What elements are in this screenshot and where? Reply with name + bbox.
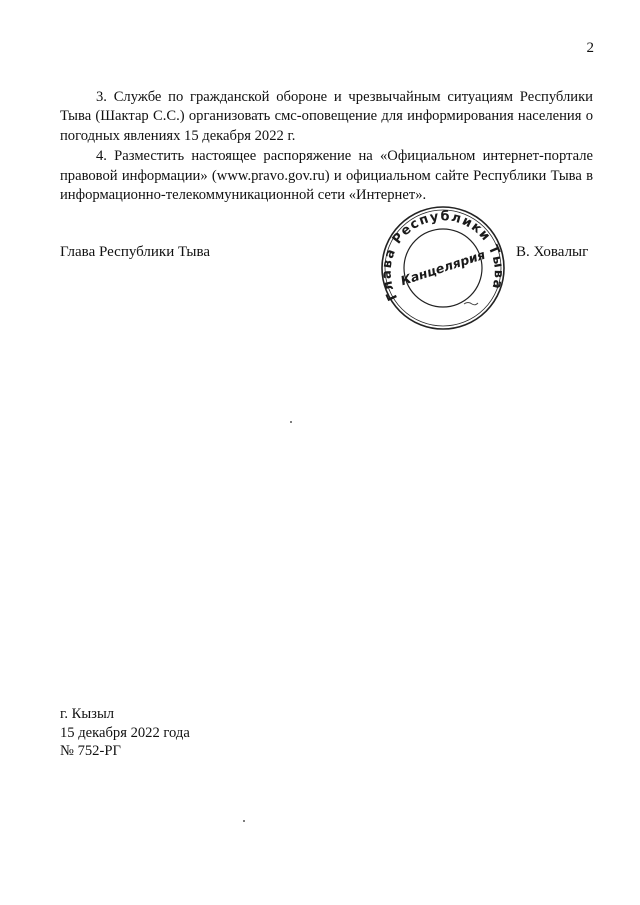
- paragraph-3: 3. Службе по гражданской обороне и чрезвычайным ситуациям Республики Тыва (Шактар С.С.) организовать смс-оповещение для информирования населения о погодных явлениях 15 декабря 2022 г.: [60, 89, 593, 144]
- paragraph-4: 4. Разместить настоящее распоряжение на «Официальном интернет-портале правовой информации» (www.pravo.gov.ru) и официальном сайте Республики Тыва в информационно-телекоммуникационной сети «Интернет».: [60, 148, 593, 204]
- stamp-ring-text: Глава Республики Тыва: [380, 209, 506, 303]
- svg-text:Глава Республики Тыва: [380, 209, 506, 303]
- signatory-name: В. Ховалыг: [516, 244, 589, 260]
- stamp-center-text: Канцелярия: [398, 246, 487, 289]
- page-number: 2: [586, 40, 594, 56]
- document-footer: [60, 705, 190, 761]
- scan-speck: [290, 421, 292, 423]
- document-body: [60, 88, 593, 206]
- footer-city: г. Кызыл: [60, 706, 115, 722]
- footer-date: 15 декабря 2022 года: [60, 724, 190, 741]
- office-stamp: [380, 204, 506, 332]
- scan-speck: [243, 820, 245, 822]
- signatory-title: Глава Республики Тыва: [60, 244, 211, 260]
- footer-number: № 752-РГ: [60, 743, 121, 759]
